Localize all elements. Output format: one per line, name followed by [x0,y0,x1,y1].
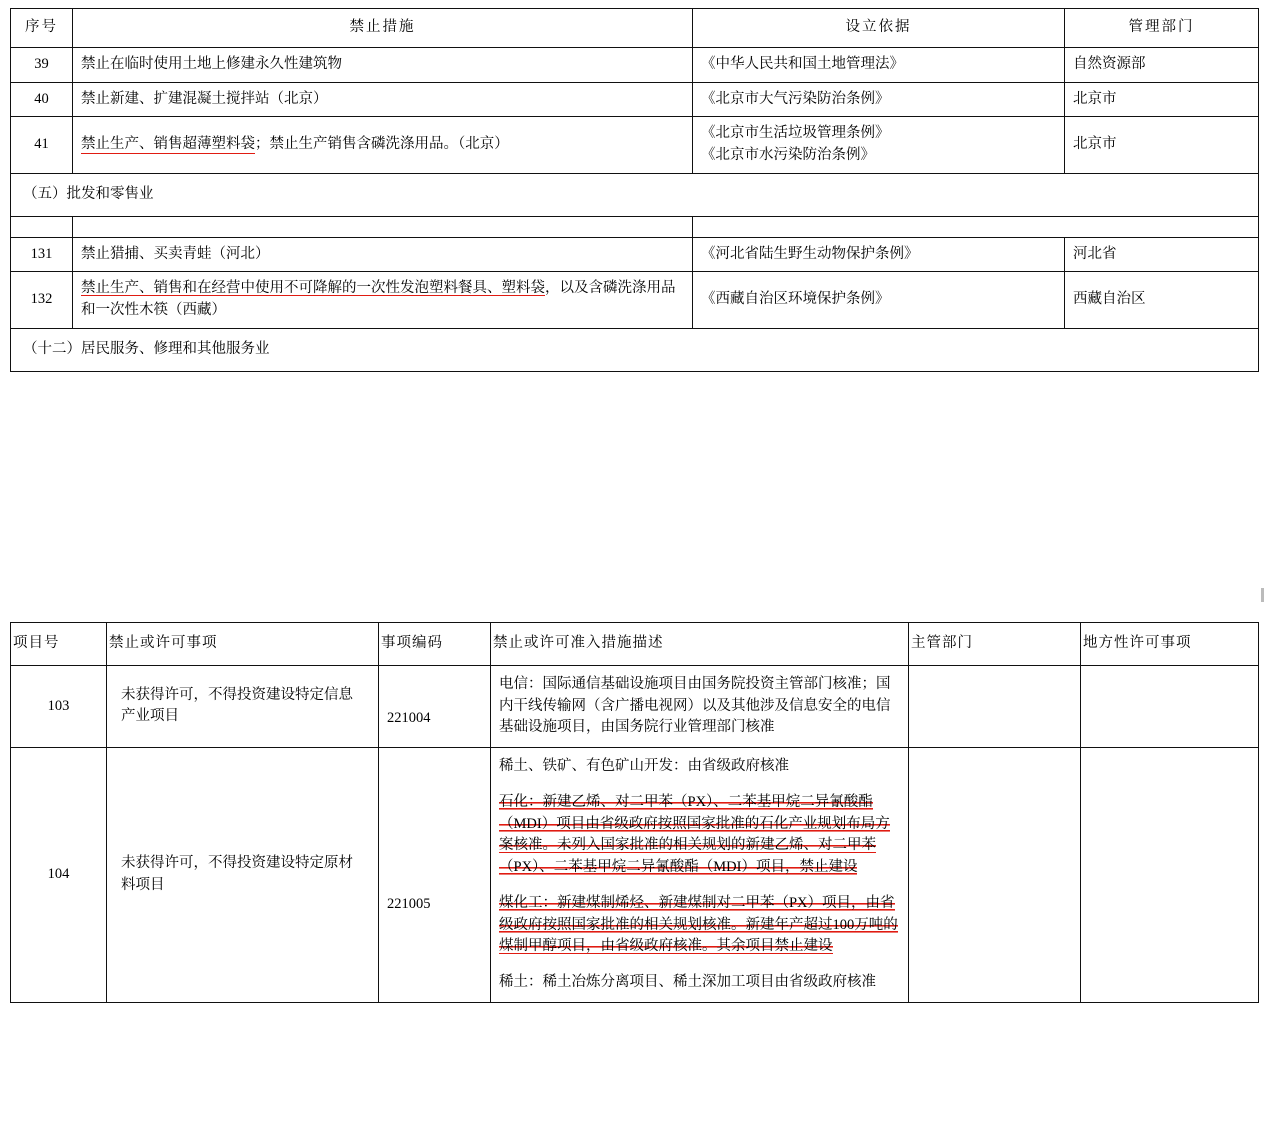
cell-code: 221005 [379,748,491,1003]
table-row [11,748,1259,1003]
table-row [11,237,1259,272]
cell-department: 北京市 [1065,117,1259,174]
description-paragraph: 稀土：稀土冶炼分离项目、稀土深加工项目由省级政府核准 [499,974,876,990]
table-row [11,47,1259,82]
description-paragraph: 电信：国际通信基础设施项目由国务院投资主管部门核准；国内干线传输网（含广播电视网）以及其他涉及信息安全的电信基础设施项目，由国务院行业管理部门核准 [499,675,891,736]
section-heading-row [11,173,1259,216]
section-label-resident-services: （十二）居民服务、修理和其他服务业 [11,328,1259,371]
red-underline-annotation: 禁止生产、销售和在经营中使用不可降解的一次性发泡塑料餐具、塑料袋 [81,280,545,297]
cell-department: 西藏自治区 [1065,272,1259,329]
cell-serial: 41 [11,117,73,174]
cell-measure: 禁止猎捕、买卖青蛙（河北） [73,237,693,272]
column-header-basis: 设立依据 [693,9,1065,48]
description-paragraph-annotated: 煤化工：新建煤制烯烃、新建煤制对二甲苯（PX）项目，由省级政府按照国家批准的相关规划核准。新建年产超过100万吨的煤制甲醇项目，由省级政府核准。其余项目禁止建设 [499,894,898,955]
description-paragraph-annotated: 石化：新建乙烯、对二甲苯（PX）、二苯基甲烷二异氰酸酯（MDI）项目由省级政府按照国家批准的石化产业规划布局方案核准。未列入国家批准的相关规划的新建乙烯、对二甲苯（PX）、二苯基甲烷二异氰酸酯（MDI）项目，禁止建设 [499,793,890,875]
red-underline-annotation: 禁止生产、销售超薄塑料袋 [81,136,255,153]
cell-authority [909,665,1081,747]
cell-measure [73,117,693,174]
table-row [11,117,1259,174]
column-header-local-matter: 地方性许可事项 [1081,623,1259,666]
spacer-cell [11,216,73,237]
description-paragraph: 稀土、铁矿、有色矿山开发：由省级政府核准 [499,758,789,774]
table-row [11,272,1259,329]
cell-local-matter [1081,665,1259,747]
cell-basis: 《河北省陆生野生动物保护条例》 [693,237,1065,272]
cell-serial: 132 [11,272,73,329]
cell-basis: 《中华人民共和国土地管理法》 [693,47,1065,82]
cell-description [491,665,909,747]
cell-authority [909,748,1081,1003]
basis-line-2: 《北京市水污染防治条例》 [701,147,875,163]
column-header-department: 管理部门 [1065,9,1259,48]
cell-description [491,748,909,1003]
spacer-cell [1065,216,1259,237]
cell-serial: 131 [11,237,73,272]
table-spacer-row [11,216,1259,237]
column-header-matter: 禁止或许可事项 [107,623,379,666]
cell-item-no: 104 [11,748,107,1003]
cell-department: 河北省 [1065,237,1259,272]
cell-measure: 禁止新建、扩建混凝土搅拌站（北京） [73,82,693,117]
measure-text-rest: ；禁止生产销售含磷洗涤用品。（北京） [255,136,509,153]
column-header-authority: 主管部门 [909,623,1081,666]
measure-text-rest: ，以及含磷洗涤用品和一次性木筷（西藏） [81,280,676,318]
table-row [11,82,1259,117]
spacer-cell [73,216,693,237]
column-header-description: 禁止或许可准入措施描述 [491,623,909,666]
section-heading-row [11,328,1259,371]
cell-serial: 39 [11,47,73,82]
access-measures-table [10,622,1259,1003]
column-header-code: 事项编码 [379,623,491,666]
page-edge-marker [1261,588,1264,602]
cell-measure: 禁止在临时使用土地上修建永久性建筑物 [73,47,693,82]
basis-line-1: 《北京市生活垃圾管理条例》 [701,125,890,142]
spacer-cell [693,216,1065,237]
column-header-item-no: 项目号 [11,623,107,666]
table-header-row [11,623,1259,666]
cell-code: 221004 [379,665,491,747]
cell-item-no: 103 [11,665,107,747]
cell-local-matter [1081,748,1259,1003]
column-header-serial: 序号 [11,9,73,48]
table-row [11,665,1259,747]
cell-department: 自然资源部 [1065,47,1259,82]
cell-department: 北京市 [1065,82,1259,117]
cell-serial: 40 [11,82,73,117]
column-header-measure: 禁止措施 [73,9,693,48]
cell-matter: 未获得许可，不得投资建设特定信息产业项目 [107,665,379,747]
prohibited-measures-table [10,8,1259,372]
cell-basis: 《西藏自治区环境保护条例》 [693,272,1065,329]
section-label-wholesale-retail: （五）批发和零售业 [11,173,1259,216]
cell-matter: 未获得许可，不得投资建设特定原材料项目 [107,748,379,1003]
cell-basis: 《北京市大气污染防治条例》 [693,82,1065,117]
table-header-row [11,9,1259,48]
cell-basis [693,117,1065,174]
cell-measure [73,272,693,329]
